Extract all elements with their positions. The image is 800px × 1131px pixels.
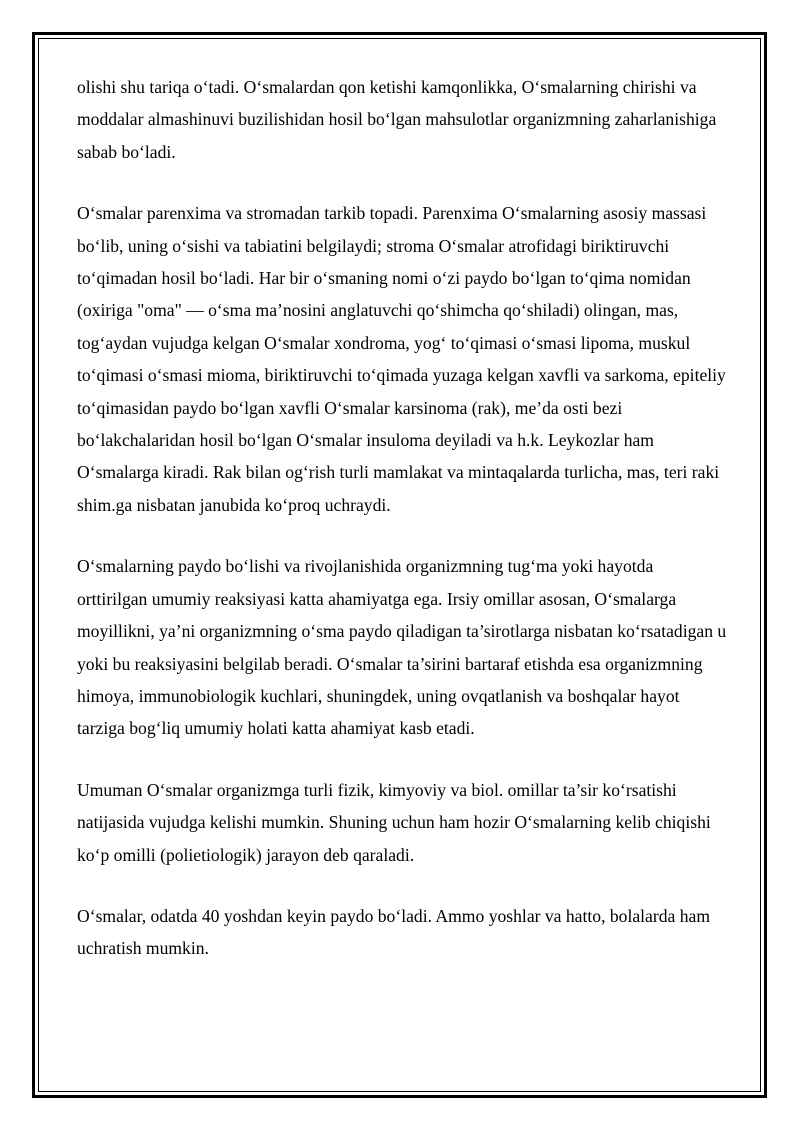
paragraph-1: olishi shu tariqa o‘tadi. O‘smalardan qon ketishi kamqonlikka, O‘smalarning chirishi va moddalar almashinuvi buzilishidan hosil bo‘lgan mahsulotlar organizmning zaharlanishiga sabab bo‘ladi. [77, 77, 717, 162]
paragraph-4: Umuman O‘smalar organizmga turli fizik, kimyoviy va biol. omillar ta’sir ko‘rsatishi natijasida vujudga kelishi mumkin. Shuning uchun ham hozir O‘smalarning kelib chiqishi ko‘p omilli (polietiologik) jarayon deb qaraladi. [77, 779, 711, 865]
document-body [77, 71, 727, 994]
paragraph-2: O‘smalar parenxima va stromadan tarkib topadi. Parenxima O‘smalarning asosiy massasi bo‘lib, uning o‘sishi va tabiatini belgilaydi; stroma O‘smalar atrofidagi biriktiruvchi to‘qimadan hosil bo‘ladi. Har bir o‘smaning nomi o‘zi paydo bo‘lgan to‘qima nomidan (oxiriga "oma" — o‘sma ma’nosini anglatuvchi qo‘shimcha qo‘shiladi) olingan, mas, tog‘aydan vujudga kelgan O‘smalar xondroma, yog‘ to‘qimasi o‘smasi lipoma, muskul to‘qimasi o‘smasi mioma, biriktiruvchi to‘qimada yuzaga kelgan xavfli va sarkoma, epiteliy to‘qimasidan paydo bo‘lgan xavfli O‘smalar karsinoma (rak), me’da osti bezi bo‘lakchalaridan hosil bo‘lgan O‘smalar insuloma deyiladi va h.k. Leykozlar ham O‘smalarga kiradi. Rak bilan og‘rish turli mamlakat va mintaqalarda turlicha, mas, teri raki shim.ga nisbatan janubida ko‘proq uchraydi. [77, 203, 726, 515]
paragraph-3: O‘smalarning paydo bo‘lishi va rivojlanishida organizmning tug‘ma yoki hayotda orttirilgan umumiy reaksiyasi katta ahamiyatga ega. Irsiy omillar asosan, O‘smalarga moyillikni, ya’ni organizmning o‘sma paydo qiladigan ta’sirotlarga nisbatan ko‘rsatadigan u yoki bu reaksiyasini belgilab beradi. O‘smalar ta’sirini bartaraf etishda esa organizmning himoya, immunobiologik kuchlari, shuningdek, uning ovqatlanish va boshqalar hayot tarziga bog‘liq umumiy holati katta ahamiyat kasb etadi. [77, 556, 727, 739]
paragraph-5: O‘smalar, odatda 40 yoshdan keyin paydo bo‘ladi. Ammo yoshlar va hatto, bolalarda ham uchratish mumkin. [77, 905, 711, 959]
